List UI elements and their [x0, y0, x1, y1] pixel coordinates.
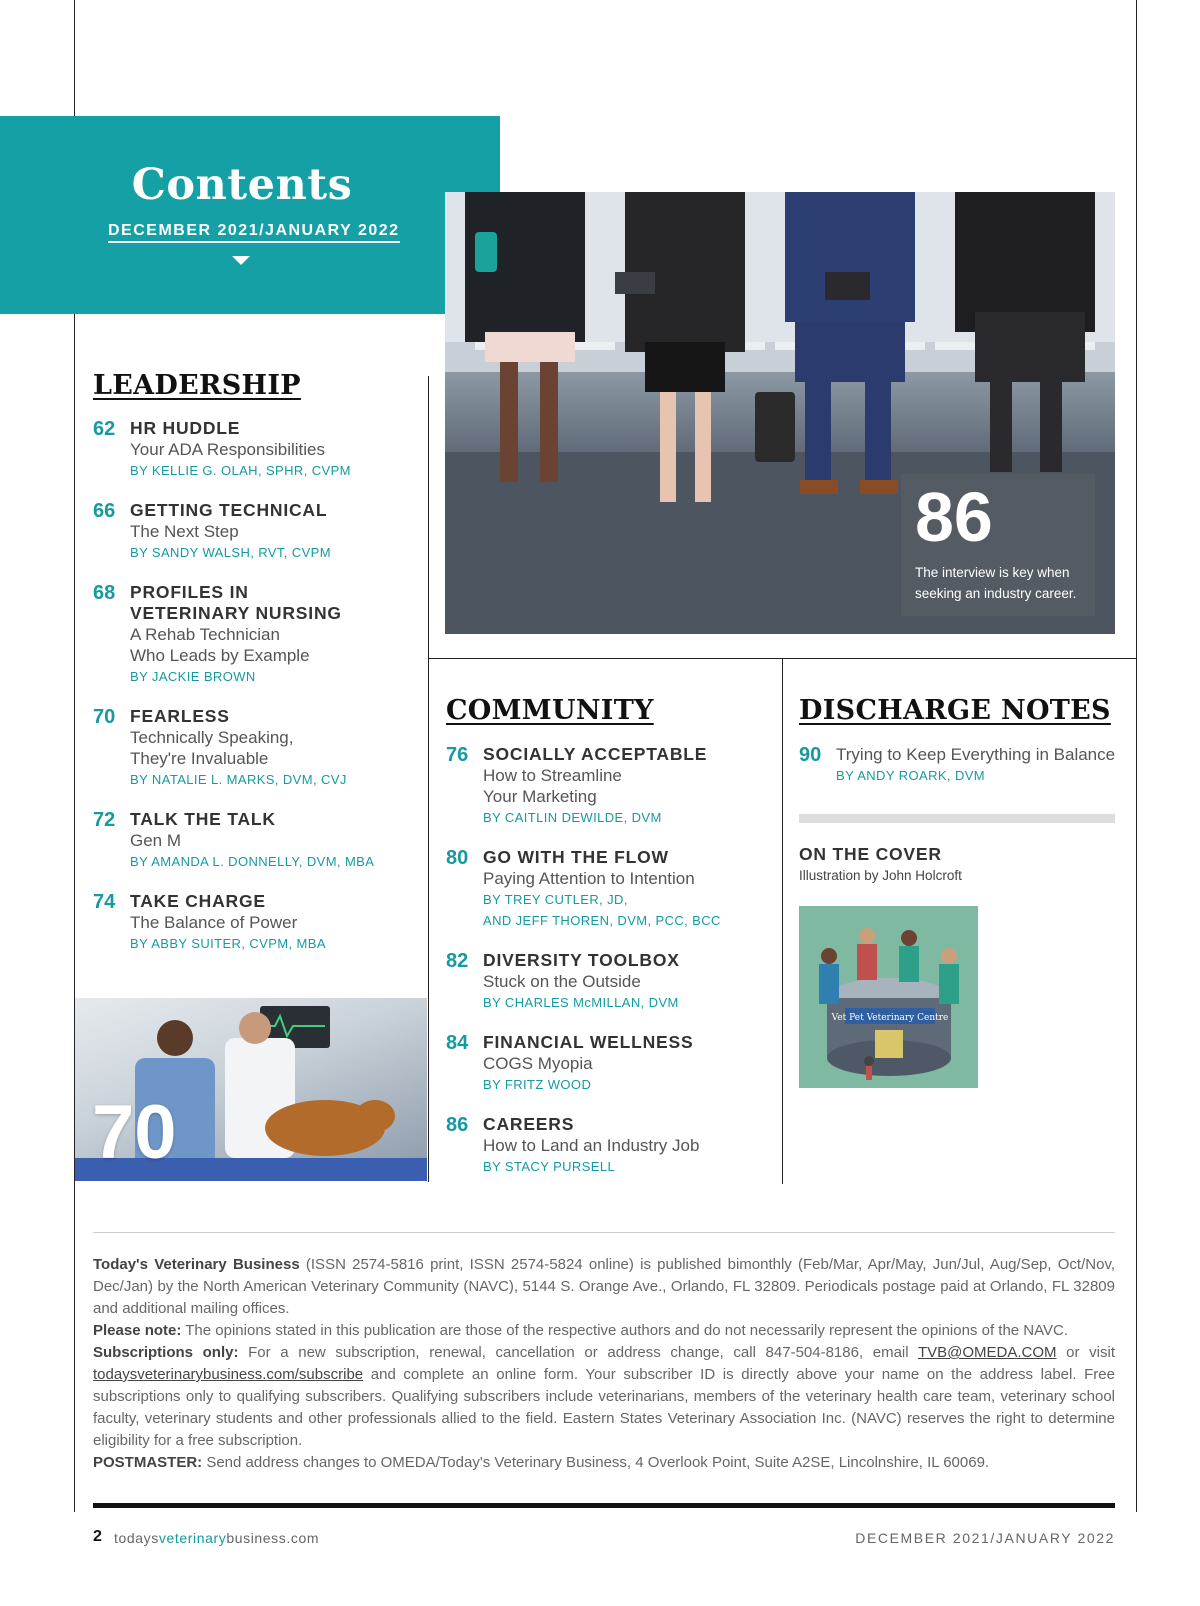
entry-byline: BY CAITLIN DEWILDE, DVM	[483, 810, 662, 825]
entry-page-number: 80	[446, 847, 469, 869]
disclaimer: Please note: The opinions stated in this publication are those of the respective authors and do not necessarily represent the opinions of the NAVC.	[93, 1322, 1069, 1339]
publisher-statement: Today's Veterinary Business (ISSN 2574-5816 print, ISSN 2574-5824 online) is published bimonthly (Feb/Mar, Apr/May, Jun/Jul, Aug/Sep, Oct/Nov, Dec/Jan) by the North American Veterinary Community (NAVC), 5144 S. Orange Ave., Orlando, FL 32809. Periodicals postage paid at Orlando, FL 32809 and additional mailing offices.	[93, 1256, 1115, 1317]
entry-byline: BY ANDY ROARK, DVM	[836, 768, 986, 783]
cover-illustration	[799, 906, 978, 1088]
entry-subtitle: They're Invaluable	[130, 749, 269, 768]
entry-subtitle: Stuck on the Outside	[483, 972, 641, 991]
callout-text: The interview is key when seeking an industry career.	[915, 565, 1077, 601]
entry-page-number: 62	[93, 418, 116, 440]
issue-date: DECEMBER 2021/JANUARY 2022	[108, 222, 400, 243]
entry-title: FEARLESS	[130, 706, 230, 726]
section-divider	[428, 658, 1136, 659]
entry-byline: BY ABBY SUITER, CVPM, MBA	[130, 936, 326, 951]
entry-subtitle: Paying Attention to Intention	[483, 869, 695, 888]
down-arrow-icon	[232, 256, 250, 265]
page-title: Contents	[131, 160, 353, 210]
entry-title: GO WITH THE FLOW	[483, 847, 669, 867]
entry-title: VETERINARY NURSING	[130, 603, 342, 623]
entry-subtitle: Who Leads by Example	[130, 646, 310, 665]
right-margin-line	[1136, 0, 1137, 1512]
photo-page-number: 70	[92, 1090, 177, 1175]
entry-page-number: 72	[93, 809, 116, 831]
entry-byline: BY AMANDA L. DONNELLY, DVM, MBA	[130, 854, 375, 869]
cover-art	[799, 906, 978, 1088]
page-number: 2	[93, 1528, 102, 1545]
entry-byline: BY CHARLES McMILLAN, DVM	[483, 995, 679, 1010]
section-heading-discharge-notes: DISCHARGE NOTES	[799, 695, 1111, 726]
footer-issue-date: DECEMBER 2021/JANUARY 2022	[855, 1530, 1115, 1546]
entry-page-number: 86	[446, 1114, 469, 1136]
entry-title: DIVERSITY TOOLBOX	[483, 950, 680, 970]
entry-subtitle: The Next Step	[130, 522, 239, 541]
divider-bar	[799, 814, 1115, 823]
entry-subtitle: The Balance of Power	[130, 913, 298, 932]
entry-page-number: 70	[93, 706, 116, 728]
section-heading-leadership: LEADERSHIP	[93, 370, 301, 401]
entry-subtitle: How to Streamline	[483, 766, 622, 785]
page-footer-rule	[93, 1503, 1115, 1508]
entry-title: HR HUDDLE	[130, 418, 241, 438]
entry-title: CAREERS	[483, 1114, 575, 1134]
entry-byline: BY NATALIE L. MARKS, DVM, CVJ	[130, 772, 347, 787]
callout-page-number: 86	[915, 478, 993, 556]
section-heading-community: COMMUNITY	[446, 695, 654, 726]
entry-title: SOCIALLY ACCEPTABLE	[483, 744, 708, 764]
entry-byline: BY FRITZ WOOD	[483, 1077, 592, 1092]
entry-page-number: 82	[446, 950, 469, 972]
entry-subtitle: Your Marketing	[483, 787, 597, 806]
publishing-info	[93, 1254, 1115, 1474]
entry-byline: BY KELLIE G. OLAH, SPHR, CVPM	[130, 463, 351, 478]
entry-byline: BY JACKIE BROWN	[130, 669, 256, 684]
entry-byline: BY STACY PURSELL	[483, 1159, 616, 1174]
entry-title: TAKE CHARGE	[130, 891, 266, 911]
entry-subtitle: Technically Speaking,	[130, 728, 294, 747]
entry-title: TALK THE TALK	[130, 809, 276, 829]
entry-byline: BY SANDY WALSH, RVT, CVPM	[130, 545, 331, 560]
entry-subtitle: A Rehab Technician	[130, 625, 280, 644]
on-the-cover-label: ON THE COVER	[799, 844, 942, 864]
postmaster-info: POSTMASTER: Send address changes to OMEDA/Today's Veterinary Business, 4 Overlook Point, Suite A2SE, Lincolnshire, IL 60069.	[93, 1454, 990, 1471]
entry-subtitle: Trying to Keep Everything in Balance	[836, 745, 1116, 764]
entry-title: FINANCIAL WELLNESS	[483, 1032, 694, 1052]
contents-header	[0, 116, 500, 314]
footer-divider	[93, 1232, 1115, 1233]
entry-subtitle: COGS Myopia	[483, 1054, 593, 1073]
entry-page-number: 90	[799, 744, 822, 766]
cover-sign-text: Vet Pet Veterinary Centre	[831, 1013, 949, 1023]
entry-page-number: 74	[93, 891, 116, 913]
subscription-info: Subscriptions only: For a new subscription, renewal, cancellation or address change, call 847-504-8186, email TVB@OMEDA.COM or visit todaysveterinarybusiness.com/subscribe and complete an online form. Your subscriber ID is directly above your name on the address label. Free subscriptions only to qualifying subscribers. Qualifying subscribers include veterinarians, members of the veterinary health care team, veterinary school faculty, veterinary students and other professionals allied to the field. Eastern States Veterinary Association Inc. (NAVC) reserves the right to determine eligibility for a free subscription.	[93, 1344, 1115, 1449]
entry-page-number: 84	[446, 1032, 469, 1054]
entry-subtitle: Gen M	[130, 831, 182, 850]
entry-page-number: 76	[446, 744, 469, 766]
cover-credit: Illustration by John Holcroft	[799, 868, 962, 883]
entry-title: PROFILES IN	[130, 582, 249, 602]
subscription-email-link[interactable]: TVB@OMEDA.COM	[917, 1344, 1057, 1361]
entry-page-number: 66	[93, 500, 116, 522]
feature-callout	[901, 474, 1095, 616]
entry-byline: BY TREY CUTLER, JD,	[483, 892, 628, 907]
entry-title: GETTING TECHNICAL	[130, 500, 328, 520]
entry-subtitle: How to Land an Industry Job	[483, 1136, 700, 1155]
entry-subtitle: Your ADA Responsibilities	[130, 440, 325, 459]
entry-page-number: 68	[93, 582, 116, 604]
entry-byline: AND JEFF THOREN, DVM, PCC, BCC	[483, 913, 721, 928]
subscribe-url-link[interactable]: todaysveterinarybusiness.com/subscribe	[93, 1366, 364, 1383]
site-url[interactable]: todaysveterinarybusiness.com	[114, 1530, 320, 1546]
